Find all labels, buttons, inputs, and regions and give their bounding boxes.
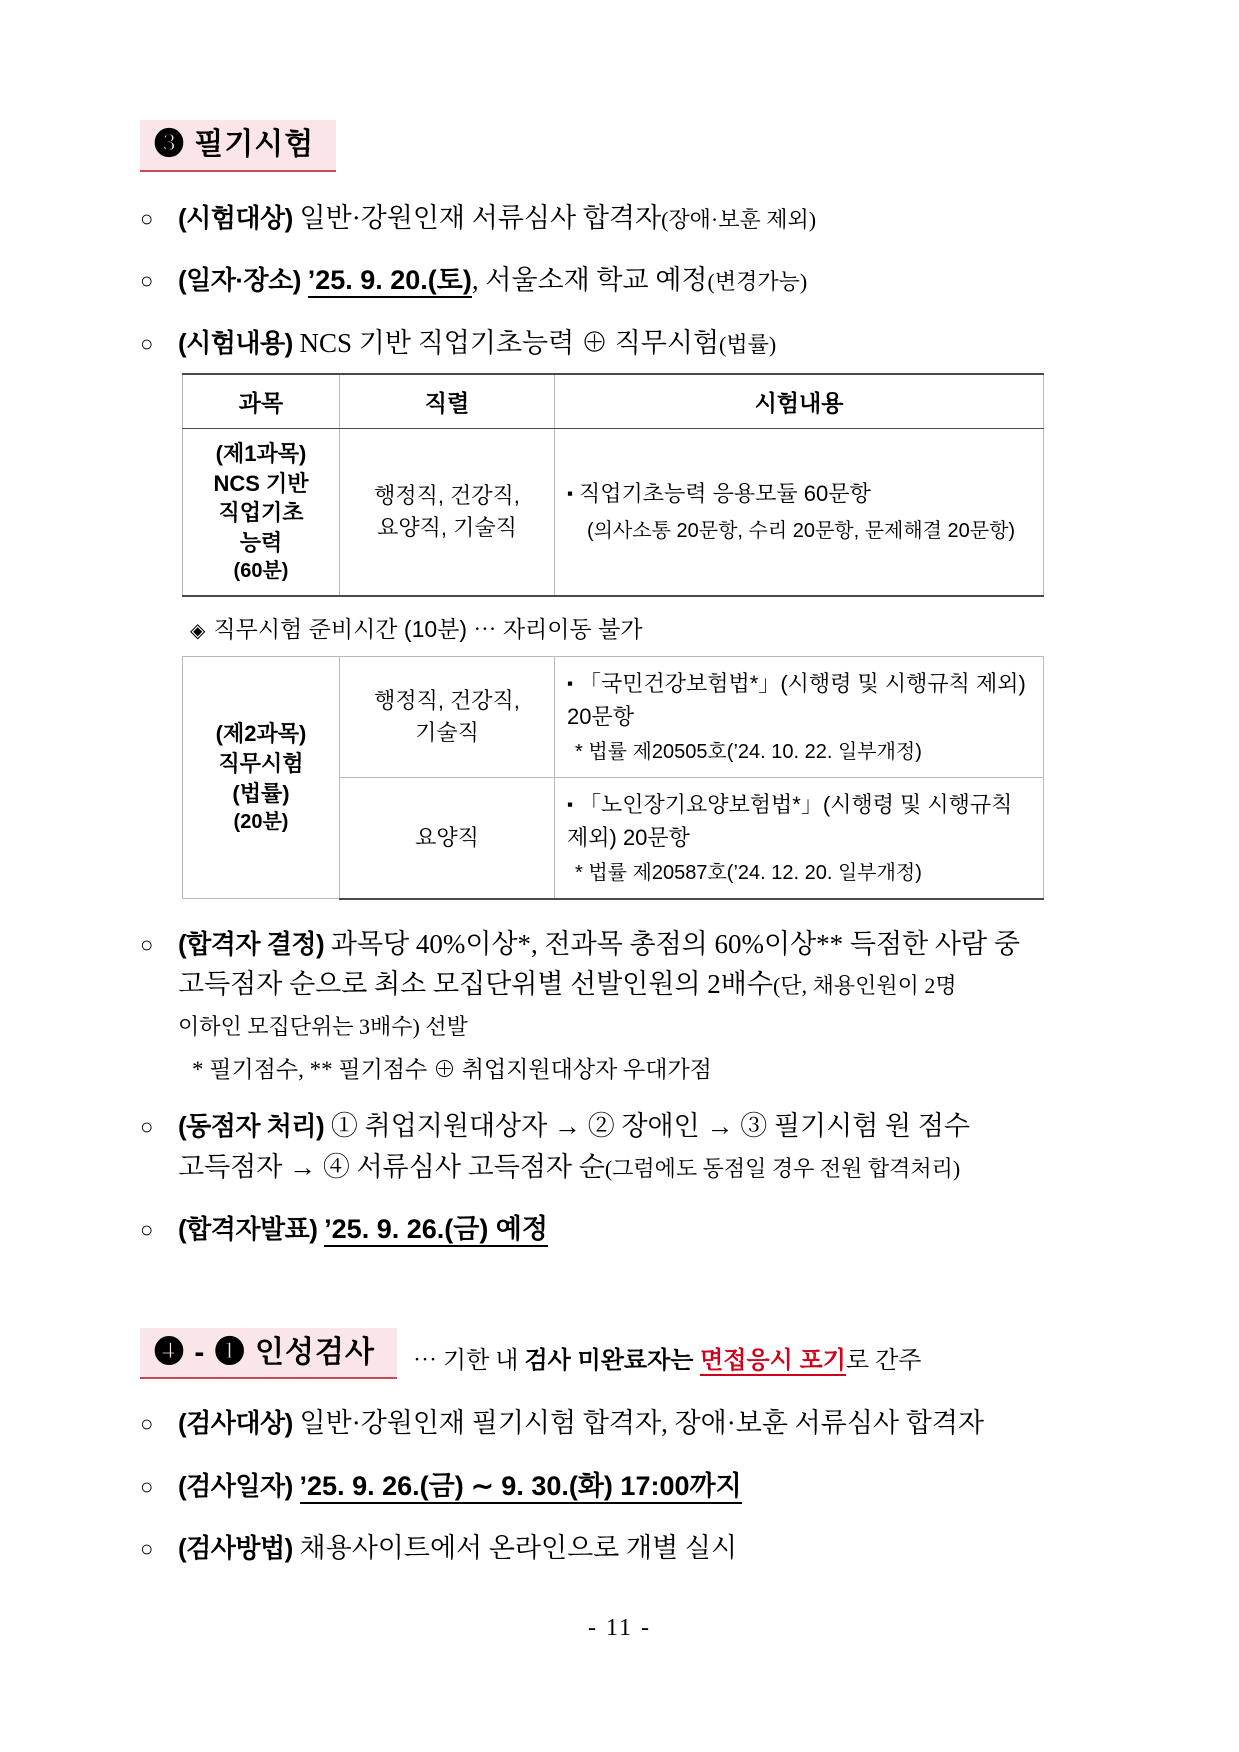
content-sub: (의사소통 20문항, 수리 20문항, 문제해결 20문항) xyxy=(587,520,1016,543)
list-item-body xyxy=(178,1209,1099,1250)
job-line: 기술직 xyxy=(415,719,479,745)
pass-criteria-line1: 과목당 40%이상*, 전과목 총점의 60%이상** 득점한 사람 중 xyxy=(330,928,1020,959)
content-main: 「국민건강보험법*」(시행령 및 시행규칙 제외) 20문항 xyxy=(567,670,1026,729)
job-line: 행정직, 건강직, xyxy=(374,687,520,713)
list-item-paren: (장애·보훈 제외) xyxy=(661,206,817,232)
subject-line: (20분) xyxy=(233,810,289,833)
list-item-date-place xyxy=(140,260,1099,301)
section-heading-text xyxy=(140,1328,397,1380)
list-item-body xyxy=(178,924,1099,1046)
list-item-label: (검사방법) xyxy=(178,1533,293,1564)
page-number: - 11 - xyxy=(587,1615,652,1641)
section-heading-note xyxy=(413,1340,922,1379)
subject-line: NCS 기반 xyxy=(213,470,309,496)
list-item-label: (동점자 처리) xyxy=(178,1111,325,1142)
list-item-label: (시험내용) xyxy=(178,327,293,358)
content-sub: * 법률 제20587호(’24. 12. 20. 일부개정) xyxy=(575,861,922,884)
subject-line: (제2과목) xyxy=(215,721,307,747)
list-item-text: 일반·강원인재 필기시험 합격자, 장애·보훈 서류심사 합격자 xyxy=(299,1408,984,1439)
subject-line: (제1과목) xyxy=(215,441,307,466)
exam-date-value: ’25. 9. 20.(토) xyxy=(308,265,472,298)
list-item-label: (검사일자) xyxy=(178,1470,293,1501)
bullet-circle-icon: ○ xyxy=(140,205,154,231)
list-item-test-method xyxy=(140,1528,1099,1569)
column-header-job: 직렬 xyxy=(340,374,555,429)
list-item-exam-target xyxy=(140,198,1099,239)
pass-criteria-footnote: * 필기점수, ** 필기점수 ⊕ 취업지원대상자 우대가점 xyxy=(192,1057,712,1083)
list-item-body xyxy=(178,1466,1099,1507)
square-bullet-icon: ▪ xyxy=(567,794,574,814)
list-item-body xyxy=(178,1106,1099,1187)
list-item-text: 채용사이트에서 온라인으로 개별 실시 xyxy=(299,1533,738,1564)
cell-job-2b xyxy=(340,777,555,899)
section-heading-written-exam xyxy=(140,120,1099,172)
list-item-text: , 서울소재 학교 예정 xyxy=(471,265,708,295)
cell-job-2a xyxy=(340,656,555,777)
tie-break-line2: 고득점자 → ④ 서류심사 고득점자 순 xyxy=(178,1151,605,1182)
job-line: 요양직 xyxy=(415,824,479,850)
subject-line: 직무시험 xyxy=(218,751,304,777)
section-title: 필기시험 xyxy=(194,128,315,161)
section-marker: ❹ - ❶ xyxy=(154,1335,246,1369)
cell-job-1 xyxy=(340,429,555,596)
note-highlight: 면접응시 포기 xyxy=(700,1347,846,1375)
cell-subject-1 xyxy=(183,429,340,596)
list-item-body xyxy=(178,260,1099,301)
square-bullet-icon: ▪ xyxy=(567,673,574,693)
section-title: 인성검사 xyxy=(255,1335,375,1369)
list-item-paren: (법률) xyxy=(719,331,777,357)
square-bullet-icon: ▪ xyxy=(567,484,574,504)
cell-content-2a xyxy=(555,656,1044,777)
exam-subject-table-1 xyxy=(182,373,1044,597)
cell-subject-2 xyxy=(183,656,340,899)
bullet-circle-icon: ○ xyxy=(140,1217,154,1243)
list-item-pass-criteria xyxy=(140,924,1099,1046)
list-item-body xyxy=(178,198,1099,239)
tie-break-line2-paren: (그럼에도 동점일 경우 전원 합격처리) xyxy=(604,1155,961,1181)
exam-subject-table-2 xyxy=(182,656,1044,900)
announcement-date: ’25. 9. 26.(금) 예정 xyxy=(324,1214,548,1247)
list-item-text: NCS 기반 직업기초능력 ⊕ 직무시험 xyxy=(299,327,720,358)
content-main: 「노인장기요양보험법*」(시행령 및 시행규칙 제외) 20문항 xyxy=(567,791,1013,850)
pass-criteria-line2-paren: (단, 채용인원이 2명 xyxy=(772,973,957,999)
bullet-circle-icon: ○ xyxy=(140,1536,154,1562)
list-item-test-date xyxy=(140,1466,1099,1507)
test-date-value: ’25. 9. 26.(금) ∼ 9. 30.(화) 17:00까지 xyxy=(300,1471,742,1504)
bullet-circle-icon: ○ xyxy=(140,1473,154,1499)
list-item-test-target xyxy=(140,1403,1099,1444)
section-heading-personality-test xyxy=(140,1328,1099,1380)
column-header-subject: 과목 xyxy=(183,374,340,429)
bullet-circle-icon: ○ xyxy=(140,931,154,957)
table-row xyxy=(183,429,1044,596)
subject-line: 직업기초 xyxy=(218,500,304,526)
list-item-paren: (변경가능) xyxy=(707,269,808,294)
bullet-circle-icon: ○ xyxy=(140,1114,154,1140)
note-post: 로 간주 xyxy=(845,1348,922,1375)
list-item-body xyxy=(178,323,1099,364)
section-heading-text xyxy=(140,120,336,172)
list-item-body xyxy=(178,1403,1099,1444)
prep-time-note xyxy=(190,611,1099,644)
content-main: 직업기초능력 응용모듈 60문항 xyxy=(579,481,871,507)
list-item-announcement xyxy=(140,1209,1099,1250)
content-sub: * 법률 제20505호(’24. 10. 22. 일부개정) xyxy=(575,740,922,763)
list-item-text: 일반·강원인재 서류심사 합격자 xyxy=(299,202,662,233)
prep-time-note-text: 직무시험 준비시간 (10분) ⋯ 자리이동 불가 xyxy=(213,615,643,642)
column-header-content: 시험내용 xyxy=(555,374,1044,429)
list-item-label: (합격자 결정) xyxy=(178,928,325,959)
subject-line: 능력 xyxy=(239,530,283,556)
tie-break-line1: ① 취업지원대상자 → ② 장애인 → ③ 필기시험 원 점수 xyxy=(330,1111,971,1142)
cell-content-2b xyxy=(555,777,1044,899)
list-item-label: (시험대상) xyxy=(178,202,293,233)
list-item-body xyxy=(178,1528,1099,1569)
subject-line: (60분) xyxy=(233,559,289,582)
bullet-circle-icon: ○ xyxy=(140,1411,154,1437)
job-line: 행정직, 건강직, xyxy=(374,482,520,508)
bullet-circle-icon: ○ xyxy=(140,330,154,356)
pass-criteria-line3: 이하인 모집단위는 3배수) 선발 xyxy=(178,1013,468,1039)
table-header-row xyxy=(183,374,1044,429)
diamond-icon: ◈ xyxy=(190,619,206,642)
list-item-label: (검사대상) xyxy=(178,1408,293,1439)
subject-line: (법률) xyxy=(232,780,290,806)
list-item-exam-content xyxy=(140,323,1099,364)
list-item-tie-break xyxy=(140,1106,1099,1187)
job-line: 요양직, 기술직 xyxy=(377,514,517,540)
table-row xyxy=(183,656,1044,777)
bullet-circle-icon: ○ xyxy=(140,268,154,293)
note-pre: ⋯ 기한 내 xyxy=(412,1348,525,1375)
cell-content-1 xyxy=(555,429,1044,596)
note-bold: 검사 미완료자는 xyxy=(524,1347,701,1375)
section-marker: ❸ xyxy=(154,128,185,161)
pass-criteria-line2: 고득점자 순으로 최소 모집단위별 선발인원의 2배수 xyxy=(178,969,773,1000)
list-item-label: (일자·장소) xyxy=(178,265,301,295)
list-item-label: (합격자발표) xyxy=(178,1214,318,1245)
